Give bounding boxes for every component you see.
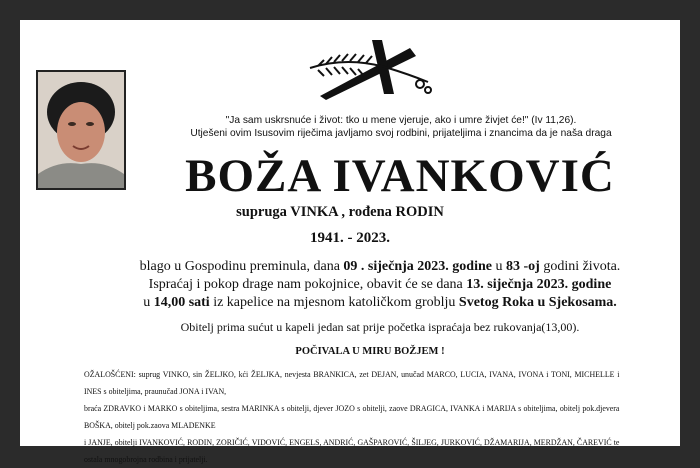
age: 83 -oj: [505, 259, 540, 274]
text-segment: godini života.: [539, 259, 621, 274]
condolence-note: Obitelj prima sućut u kapeli jedan sat prije početka ispraćaja bez rukovanja(13,00).: [180, 320, 580, 334]
announcement-line-2: [110, 276, 650, 294]
obituary-card: [20, 20, 680, 464]
quote-line-2: Utješeni ovim Isusovim riječima javljamo svoj rodbini, prijateljima i znancima da je naša draga: [190, 128, 612, 139]
text-segment: u: [143, 295, 154, 310]
death-date: 09 . siječnja 2023. godine: [343, 259, 492, 274]
deceased-portrait: [36, 70, 126, 190]
mourners-list: [84, 366, 619, 468]
deceased-name: BOŽA IVANKOVIĆ: [185, 150, 615, 202]
bible-quote: [140, 114, 662, 140]
text-segment: Ispraćaj i pokop drage nam pokojnice, obavit će se dana: [148, 277, 467, 292]
funeral-date: 13. siječnja 2023. godine: [466, 277, 612, 292]
rest-in-peace: POČIVALA U MIRU BOŽJEM !: [295, 346, 445, 357]
funeral-time: 14,00 sati: [153, 295, 210, 310]
spouse-line: supruga VINKA , rođena RODIN: [236, 204, 444, 220]
text-segment: u: [491, 259, 506, 274]
announcement-line-1: [110, 258, 650, 276]
text-segment: iz kapelice na mjesnom katoličkom groblju: [209, 295, 459, 310]
life-years: 1941. - 2023.: [310, 230, 390, 246]
text-segment: blago u Gospodinu preminula, dana: [139, 259, 344, 274]
cross-with-palm-icon: [308, 38, 438, 100]
mourners-line-1: OŽALOŠĆENI: suprug VINKO, sin ŽELJKO, kći ŽELJKA, nevjesta BRANKICA, zet DEJAN, unučad MARCO, LUCIA, IVANA, IVONA i TONI, MICHELLE i INES s obiteljima, praunučad JONA i IVAN,: [84, 369, 620, 396]
cemetery-name: Svetog Roka u Sjekosama.: [458, 295, 617, 310]
announcement-line-3: [110, 294, 650, 312]
announcement-text: [110, 258, 650, 312]
quote-line-1: "Ja sam uskrsnuće i život: tko u mene vjeruje, ako i umre živjet će!" (Iv 11,26).: [225, 115, 577, 126]
mourners-line-2: braća ZDRAVKO i MARKO s obiteljima, sestra MARINKA s obitelji, djever JOZO s obitelji, zaove DRAGICA, IVANKA i MARIJA s obiteljima, obitelj pok.djevera BOŠKA, obitelj pok.zaova MLADENKE: [84, 403, 620, 430]
mourners-line-3: i JANJE, obitelji IVANKOVIĆ, RODIN, ZORIČIĆ, VIDOVIĆ, ENGELS, ANDRIĆ, GAŠPAROVIĆ, ŠILJEG, JURKOVIĆ, DŽAMARIJA, MERDŽAN, ČAREVIĆ te ostala mnogobrojna rodbina i prijatelji.: [84, 437, 620, 464]
